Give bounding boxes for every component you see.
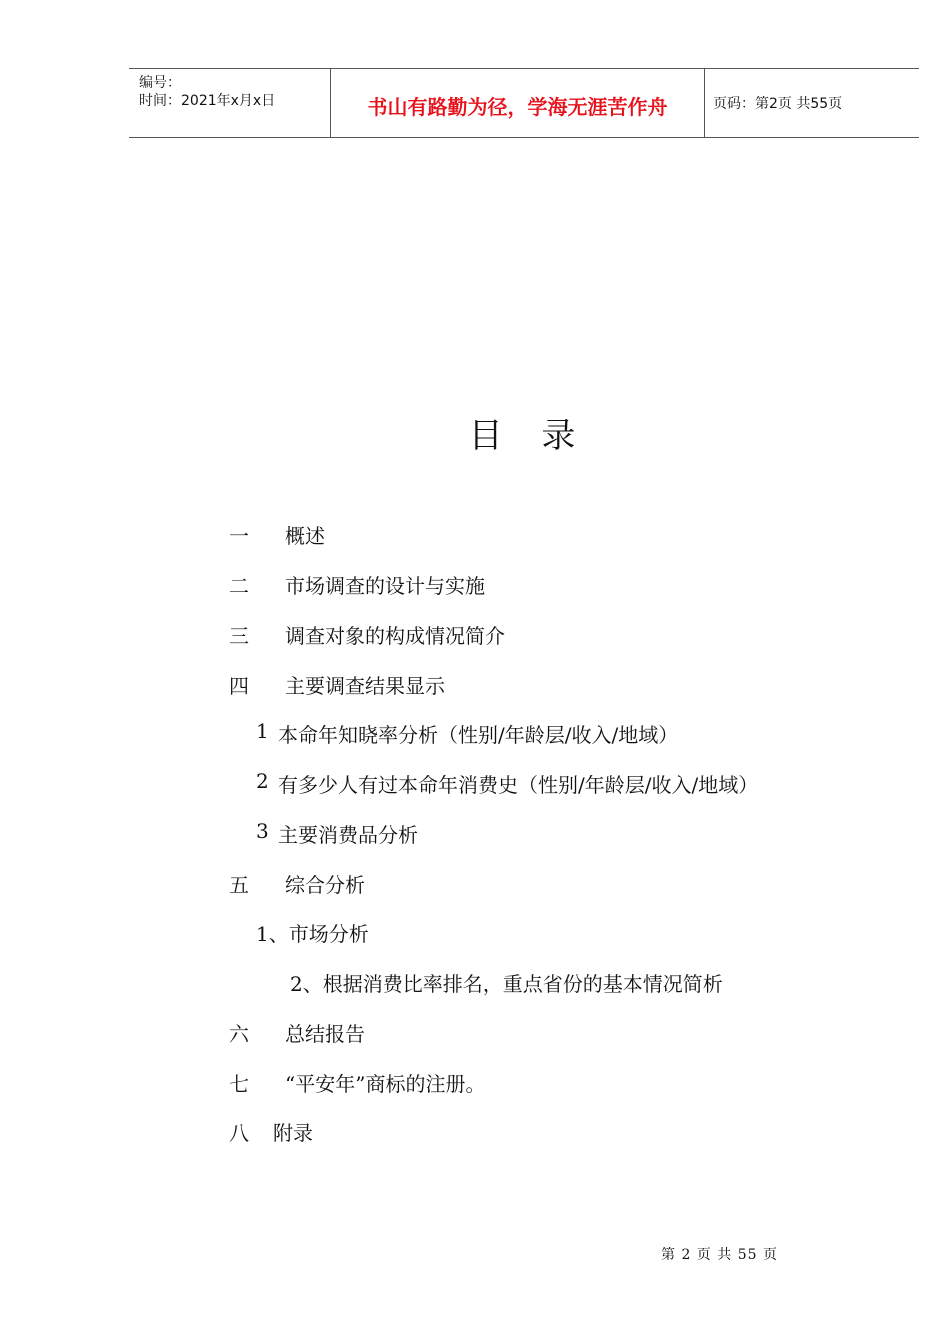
toc-item-text: 综合分析 <box>285 873 365 897</box>
motto: 书山有路勤为径，学海无涯苦作舟 <box>367 95 668 119</box>
toc-item-number: 2 <box>256 769 269 793</box>
header-page-cell <box>705 69 919 137</box>
page-header <box>129 68 919 138</box>
toc-item-text: 附录 <box>273 1121 313 1145</box>
toc-item-number: 八 <box>229 1121 249 1145</box>
time-label: 时间：2021年x月x日 <box>139 93 276 109</box>
toc-item-number: 二 <box>229 574 249 598</box>
toc-item-text: 1、市场分析 <box>256 922 369 946</box>
toc-item-text: 总结报告 <box>285 1022 365 1046</box>
toc-item-number: 3 <box>256 819 269 843</box>
header-meta-cell <box>129 69 331 137</box>
toc-item-text: 主要消费品分析 <box>278 823 418 847</box>
toc-item-text: 市场调查的设计与实施 <box>285 574 485 598</box>
page-footer: 第 2 页 共 55 页 <box>661 1247 778 1263</box>
toc-item-text: 有多少人有过本命年消费史（性别/年龄层/收入/地域） <box>278 773 759 797</box>
toc-item-number: 七 <box>229 1072 249 1096</box>
toc-item-number: 六 <box>229 1022 249 1046</box>
toc-item-text: 2、根据消费比率排名，重点省份的基本情况简析 <box>290 972 723 996</box>
header-motto-cell <box>331 69 705 137</box>
toc-item-text: 调查对象的构成情况简介 <box>285 624 505 648</box>
toc-item-number: 一 <box>229 524 249 548</box>
toc-item-number: 三 <box>229 624 249 648</box>
toc-item-number: 四 <box>229 674 249 698</box>
toc-item-number: 1 <box>256 719 269 743</box>
page-label: 页码：第2页 共55页 <box>713 96 843 112</box>
toc-item-text: 主要调查结果显示 <box>285 674 445 698</box>
toc-item-number: 五 <box>229 873 249 897</box>
toc-title: 目 录 <box>468 416 590 456</box>
code-label: 编号： <box>139 75 181 91</box>
toc-item-text: “平安年”商标的注册。 <box>285 1072 486 1096</box>
toc-item-text: 概述 <box>285 524 325 548</box>
toc-item-text: 本命年知晓率分析（性别/年龄层/收入/地域） <box>278 723 679 747</box>
